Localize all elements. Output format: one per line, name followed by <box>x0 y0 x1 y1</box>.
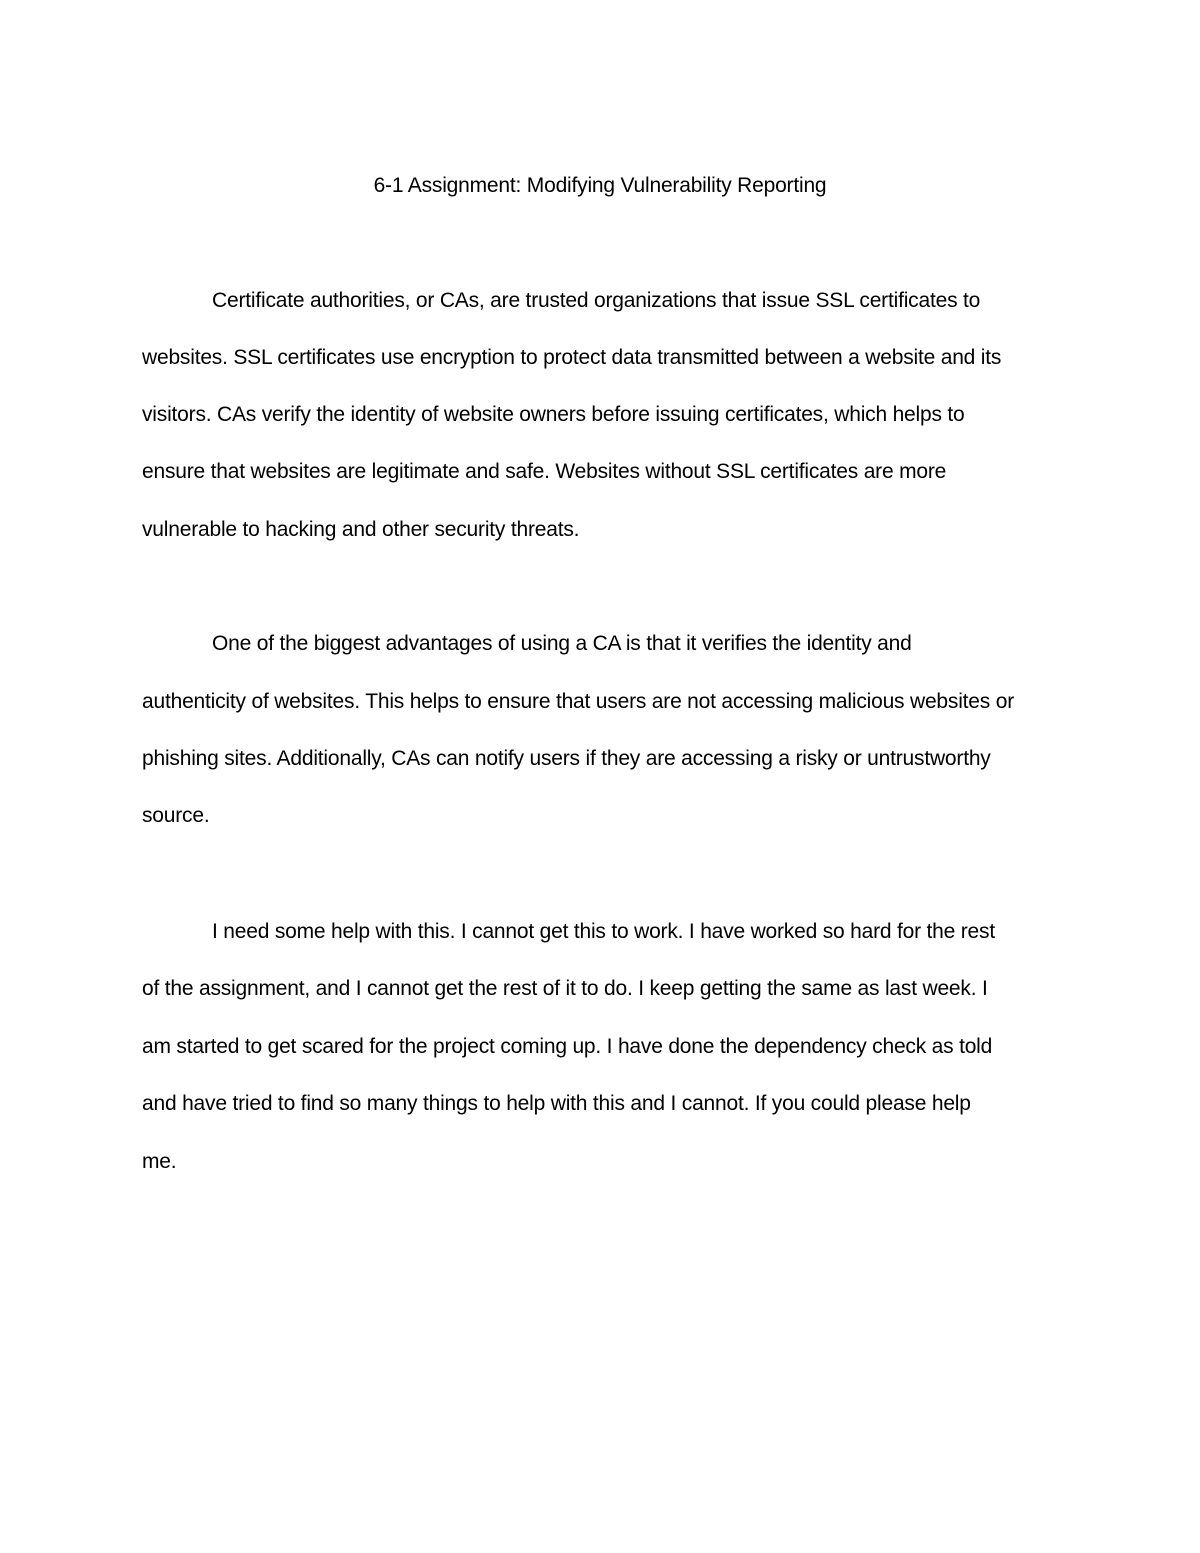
paragraph-2-line-2: authenticity of websites. This helps to ensure that users are not accessing malicious websites or <box>142 690 1014 713</box>
paragraph-3-line-2: of the assignment, and I cannot get the rest of it to do. I keep getting the same as last week. I <box>142 977 988 1000</box>
paragraph-1-line-5: vulnerable to hacking and other security threats. <box>142 518 580 541</box>
paragraph-2-line-1: One of the biggest advantages of using a CA is that it verifies the identity and <box>212 632 912 655</box>
paragraph-3-line-5: me. <box>142 1150 177 1173</box>
paragraph-2-line-3: phishing sites. Additionally, CAs can notify users if they are accessing a risky or untrustworthy <box>142 747 991 770</box>
paragraph-1-line-3: visitors. CAs verify the identity of website owners before issuing certificates, which helps to <box>142 403 965 426</box>
paragraph-1-line-1: Certificate authorities, or CAs, are trusted organizations that issue SSL certificates to <box>212 289 981 312</box>
paragraph-1-line-4: ensure that websites are legitimate and safe. Websites without SSL certificates are more <box>142 460 947 483</box>
document-title: 6-1 Assignment: Modifying Vulnerability Reporting <box>373 174 827 197</box>
paragraph-1-line-2: websites. SSL certificates use encryption to protect data transmitted between a website and its <box>142 346 1002 369</box>
paragraph-2-line-4: source. <box>142 804 210 827</box>
paragraph-3-line-3: am started to get scared for the project coming up. I have done the dependency check as told <box>142 1035 993 1058</box>
paragraph-3-line-1: I need some help with this. I cannot get this to work. I have worked so hard for the rest <box>212 920 995 943</box>
paragraph-3-line-4: and have tried to find so many things to help with this and I cannot. If you could please help <box>142 1092 971 1115</box>
